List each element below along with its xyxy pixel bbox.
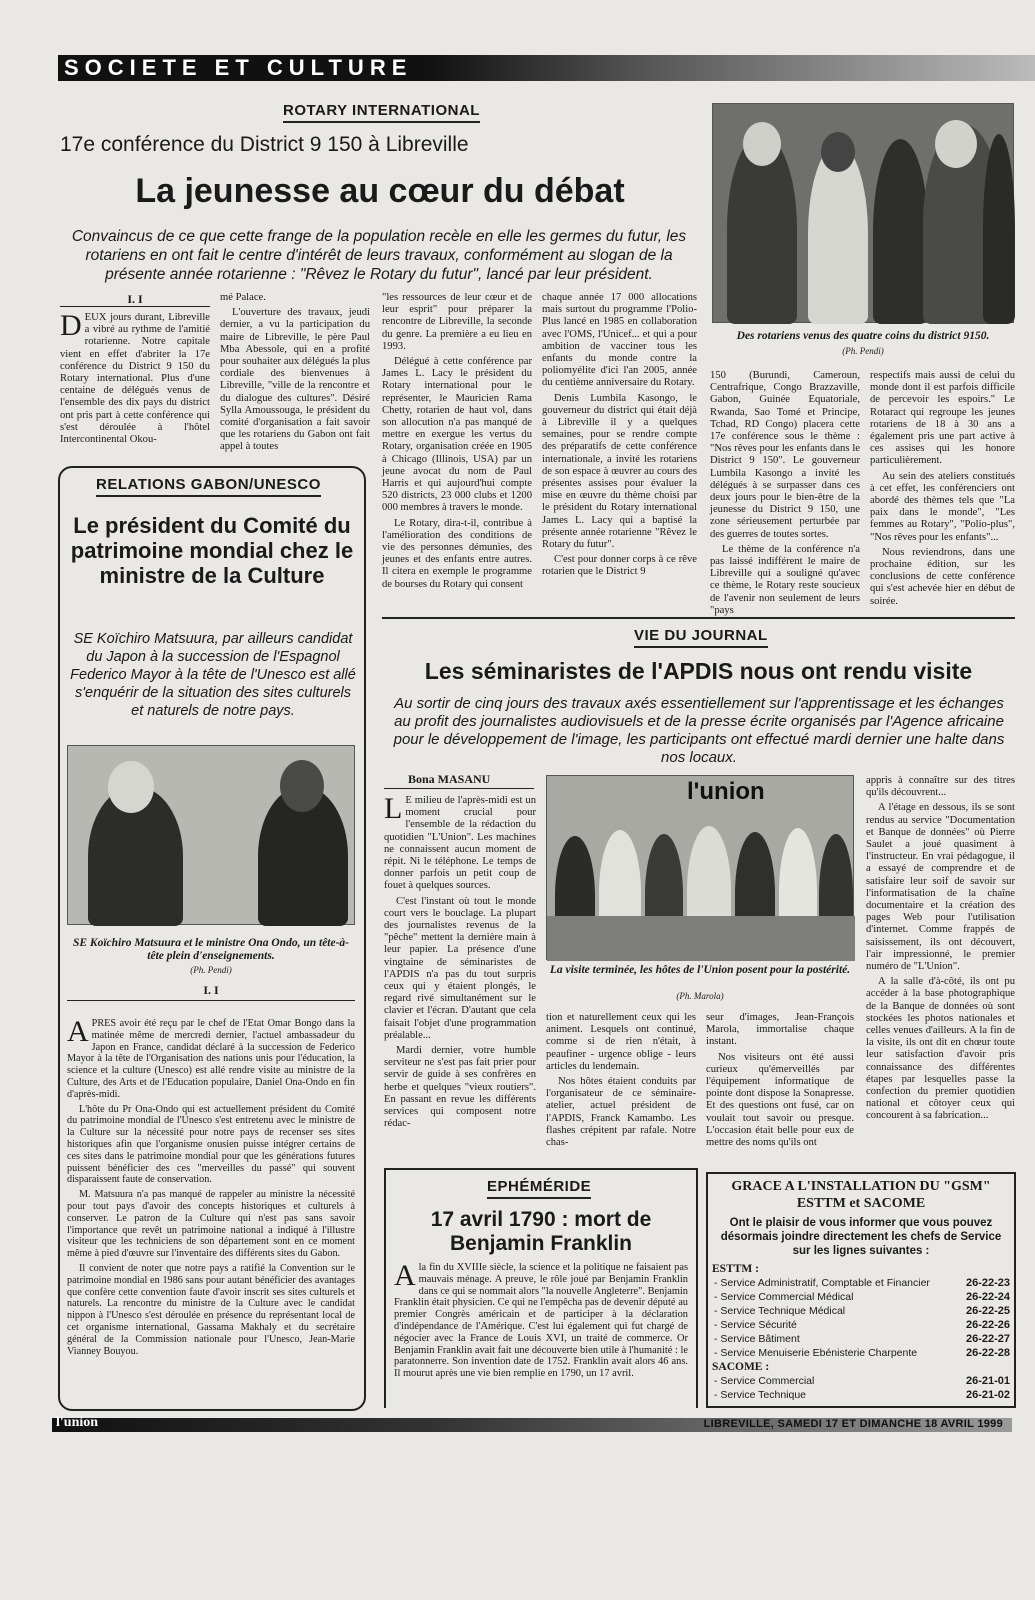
- gsm-group-esttm: [712, 1262, 1012, 1360]
- ephemeride-left-rule: [384, 1168, 386, 1408]
- apdis-byline-rule: [384, 788, 534, 789]
- paragraph: L'ouverture des travaux, jeudi dernier, a vu la participation du maire de Libreville, le père Paul Mba Abessole, qui en a profité pour souhaiter aux délégués la plus cordiale des bienvenues à Libreville, "ville de la rencontre et du dialogue des cultures". Désiré Sylla Amoussouga, le président du comité d'organisation a fait savoir que les rotariens du Gabon ont fait appel à toutes: [220, 307, 370, 453]
- unesco-byline: I. I: [203, 983, 219, 997]
- gsm-row: [712, 1276, 1012, 1290]
- rotary-column-1: [60, 309, 210, 460]
- paragraph: Nous reviendrons, dans une prochaine édition, sur les conclusions de cette conférence qui s'est achevée hier en début de soirée.: [870, 546, 1015, 607]
- rotary-photo: [712, 103, 1014, 323]
- apdis-col4-text: appris à connaître sur des titres qu'ils découvrent...: [866, 775, 1015, 799]
- unesco-body: [67, 1015, 355, 1403]
- paragraph: A l'étage en dessous, ils se sont rendus au service "Documentation et Banque de données" où Pierre Saulet a joué quasiment à l'instructeur. En vrai pédagogue, il a essayé de comprendre et de satisfaire leur soif de savoir sur l'informatisation de la chaîne documentaire et la création des pages Web pour l'utilisation d'internet. Comme frappés de saisissement, ils ont découvert, l'air impressionné, le premier numéro de "L'Union".: [866, 802, 1015, 973]
- gsm-service: - Service Bâtiment: [714, 1333, 800, 1345]
- ephemeride-headline: 17 avril 1790 : mort de Benjamin Franklin: [430, 1208, 652, 1255]
- apdis-chapo: Au sortir de cinq jours des travaux axés essentiellement sur l'apprentissage et les échanges au profit des journalistes audiovisuels et de la presse écrite organisés par l'Agence africaine pour le développement de l'image, les participants ont effectué mardi dernier une halte dans nos locaux.: [393, 695, 1005, 766]
- rotary-col6-text: respectifs mais aussi de celui du monde dont il est parfois difficile de percevoir les espoirs." Le Rotaract qui regroupe les jeunes rotariens de 18 à 30 ans a également pris une part active à ces assises qui les honore particulièrement.: [870, 370, 1015, 467]
- apdis-dropcap: L: [384, 792, 403, 825]
- paragraph: L'hôte du Pr Ona-Ondo qui est actuellement président du Comité du patrimoine mondial de l'Unesco s'est entretenu avec le ministre de la Culture sur la nécessité pour notre pays de recenser ses sites historiques afin que l'organisme onusien puisse intégrer certains de ces sites dans le patrimoine mondial pour que les générations futures puissent bénéficier des ces "merveilles du passé" qui souvent disparaissent faute de conservation.: [67, 1103, 355, 1186]
- paragraph: Mardi dernier, votre humble serviteur ne s'est pas fait prier pour servir de guide à ses confrères en herbe et quelques "vieux routiers". En passant en revue les différents services qui composent notre rédac-: [384, 1045, 536, 1130]
- rotary-headline: La jeunesse au cœur du débat: [135, 172, 625, 210]
- footer-dateline: LIBREVILLE, SAMEDI 17 ET DIMANCHE 18 AVRIL 1999: [703, 1418, 1003, 1430]
- footer-masthead: l'union: [56, 1415, 99, 1430]
- unesco-photo-caption: SE Koïchiro Matsuura et le ministre Ona Ondo, un tête-à-tête plein d'enseignements.: [72, 937, 350, 962]
- apdis-column-3: [706, 1012, 854, 1167]
- gsm-service: - Service Commercial Médical: [714, 1291, 854, 1303]
- rotary-col2-text: mé Palace.: [220, 292, 266, 303]
- paragraph: Nos hôtes étaient conduits par l'organisateur de ce séminaire-atelier, actuel président de l'APDIS, Franck Kamambo. Les flashes crépitent par rafale. Notre chas-: [546, 1076, 696, 1149]
- rotary-column-3: [382, 292, 532, 608]
- rotary-col4-text: chaque année 17 000 allocations mais surtout du programme l'Polio-Plus lancé en 1985 en collaboration avec l'OMS, l'Unicef... et qui a pour ambition de vacciner tous les enfants du monde contre la poliomyélite d'ici l'an 2005, année du centième anniversaire du Rotary.: [542, 292, 697, 389]
- gsm-group-sacome: [712, 1360, 1012, 1402]
- rotary-rubric: ROTARY INTERNATIONAL: [283, 102, 480, 123]
- rotary-col1-text: EUX jours durant, Libreville a vibré au rythme de l'amitié rotarienne. Notre capitale vient en effet d'abriter la 17e conférence du District 9 150 du Rotary international. Plus d'une centaine de délégués venus de l'ensemble des dix pays du district ont pris part à cette conférence qui s'est déroulée à l'hôtel Intercontinental Okou-: [60, 312, 210, 446]
- gsm-number: 26-22-24: [965, 1291, 1010, 1303]
- unesco-rubric: RELATIONS GABON/UNESCO: [96, 476, 321, 497]
- gsm-service: - Service Commercial: [714, 1375, 815, 1387]
- gsm-row: [712, 1290, 1012, 1304]
- ephemeride-rubric: EPHÉMÉRIDE: [487, 1178, 591, 1199]
- paragraph: Au sein des ateliers constitués à cet effet, les conférenciers ont abordé des thèmes tels que "La paix dans le monde", "Les femmes au Rotary", "Polio-plus", "Nos rêves pour les enfants"...: [870, 470, 1015, 543]
- ephemeride-right-rule: [696, 1168, 698, 1408]
- gsm-number: 26-22-27: [965, 1333, 1010, 1345]
- apdis-photo: [546, 775, 854, 960]
- ephemeride-top-rule: [384, 1168, 698, 1170]
- gsm-service: - Service Menuiserie Ebénisterie Charpente: [714, 1347, 918, 1359]
- apdis-column-1: [384, 792, 536, 1167]
- gsm-row: [712, 1388, 1012, 1402]
- gsm-row: [712, 1332, 1012, 1346]
- rotary-photo-caption: Des rotariens venus des quatre coins du district 9150.: [736, 330, 990, 342]
- unesco-photo-credit: (Ph. Pendi): [190, 965, 232, 975]
- rotary-dropcap: D: [60, 309, 82, 342]
- unesco-body-text: PRES avoir été reçu par le chef de l'Etat Omar Bongo dans la matinée même de mercredi dernier, l'actuel ambassadeur du Japon en France, candidat déclaré à la succession de Federico Mayor à la tête de l'Organisation des nations unis pour l'éducation, la science et la culture (Unesco) est allé rendre visite au ministre de la Culture, des Arts et de l'Education populaire, Daniel Ona-Ondo en fin d'après-midi.: [67, 1018, 355, 1100]
- unesco-photo: [67, 745, 355, 925]
- rotary-column-5: [710, 370, 860, 616]
- gsm-intro: Ont le plaisir de vous informer que vous pouvez désormais joindre directement les chefs de Service sur les lignes suivantes :: [720, 1217, 1002, 1257]
- apdis-photo-caption: La visite terminée, les hôtes de l'Union posent pour la postérité.: [549, 964, 851, 976]
- gsm-table-esttm: [712, 1276, 1012, 1360]
- rotary-byline-rule: [60, 306, 210, 307]
- unesco-headline: Le président du Comité du patrimoine mondial chez le ministre de la Culture: [70, 513, 354, 588]
- apdis-col1-text: E milieu de l'après-midi est un moment crucial pour l'ensemble de la rédaction du quotidien "L'Union". Les machines ne connaissent aucun moment de répit. Ni le téléphone. Le temps de donner parfois un petit coup de fouet à quelques sources.: [384, 795, 536, 892]
- paragraph: C'est pour donner corps à ce rêve rotarien que le District 9: [542, 554, 697, 578]
- rotary-chapo: Convaincus de ce que cette frange de la population recèle en elle les germes du futur, les rotariens en ont fait le centre d'intérêt de leurs travaux, conformément au slogan de la présente année rotarienne : "Rêvez le Rotary du futur", lancé par leur président.: [71, 228, 687, 283]
- paragraph: Nos visiteurs ont été aussi curieux qu'émerveillés par l'équipement informatique de pointe dont dispose la Sonapresse. Et des questions ont fusé, car on voulait tout savoir ou presque. L'occasion était belle pour eux de mettre des noms qu'ils ont: [706, 1051, 854, 1149]
- apdis-col3-text: seur d'images, Jean-François Marola, immortalise chaque instant.: [706, 1012, 854, 1048]
- rotary-kicker: 17e conférence du District 9 150 à Libreville: [60, 133, 469, 156]
- rotary-byline: I. I: [127, 292, 143, 306]
- gsm-number: 26-22-25: [965, 1305, 1010, 1317]
- gsm-row: [712, 1304, 1012, 1318]
- gsm-number: 26-22-28: [965, 1347, 1010, 1359]
- paragraph: Il convient de noter que notre pays a ratifié la Convention sur le patrimoine mondial en 1986 sans pour autant bénéficier des avantages que confère cette convention faute d'avoir inscrit ses sites culturels et naturels. La rencontre du ministre de la Culture avec le candidat nippon à l'Unesco s'est déroulée en présence du représentant local de cet organisme international, Gassama Makhaly et du secrétaire général de la Commission nationale pour l'Unesco, Jean-Marie Vianney Bouyou.: [67, 1262, 355, 1357]
- ephemeride-body-text: la fin du XVIIIe siècle, la science et la politique ne faisaient pas mauvais ménage. A preuve, le rôle joué par Benjamin Franklin dans ce qui se nommait alors "la nouvelle Angleterre". Benjamin Franklin était physicien. Ce qui ne l'empêcha pas de devenir député au premier Congrès américain et de participer à la déclaration d'indépendance de l'Amérique. C'est lui également qui fut chargé de négocier avec la France de Louis XVI, un traité de commerce. Or Benjamin Franklin avait fait une découverte bien utile à l'humanité : le paratonnerre. Son invention date de 1752. Franklin avait alors 46 ans. Il mourut après une vie bien remplie en 1790, un 17 avril.: [394, 1262, 689, 1380]
- gsm-number: 26-22-26: [965, 1319, 1010, 1331]
- rotary-column-2: [220, 292, 370, 460]
- section-title: SOCIETE ET CULTURE: [64, 55, 413, 80]
- gsm-row: [712, 1374, 1012, 1388]
- unesco-chapo: SE Koïchiro Matsuura, par ailleurs candidat du Japon à la succession de l'Espagnol Federico Mayor à la tête de l'Unesco est allé s'enquérir de la situation des sites culturels et naturels de notre pays.: [70, 631, 356, 719]
- paragraph: Denis Lumbila Kasongo, le gouverneur du district qui était déjà à Libreville il y a quelques semaines, pour se rendre compte des préparatifs de cette conférence internationale, a invité les rotariens de son espace à œuvrer au cours des présentes assises pour évaluer la mise en œuvre du thème choisi par le président du Rotary international James L. Lacy qui a baptisé la présente année rotarienne "Rêvez le Rotary du futur".: [542, 392, 697, 551]
- apdis-column-2: [546, 1012, 696, 1167]
- paragraph: C'est l'instant où tout le monde court vers le bouclage. La plupart des journalistes revenus de la "pêche" mettent la dernière main à leur papier. La présence d'une vingtaine de séminaristes de l'APDIS n'a pas du tout surpris ceux qui y étaient plongés, le regard rivé simultanément sur le clavier et l'écran. D'autant que cela faisait l'objet d'une programmation préalable...: [384, 895, 536, 1041]
- apdis-byline: Bona MASANU: [408, 772, 491, 786]
- gsm-number: 26-21-02: [965, 1389, 1010, 1401]
- paragraph: Le Rotary, dira-t-il, contribue à l'amélioration des conditions de vie des personnes démunies, des jeunes et des enfants entre autres. Il citera en exemple le programme de bourses du Rotary qui consent: [382, 517, 532, 590]
- gsm-group-name: SACOME :: [712, 1361, 770, 1373]
- gsm-list: [712, 1262, 1012, 1402]
- gsm-title: GRACE A L'INSTALLATION DU "GSM" ESTTM et SACOME: [731, 1179, 991, 1211]
- unesco-dropcap: A: [67, 1015, 89, 1048]
- apdis-rubric: VIE DU JOURNAL: [634, 627, 768, 648]
- gsm-group-name: ESTTM :: [712, 1263, 759, 1275]
- apdis-col2-text: tion et naturellement ceux qui les animent. Lesquels ont continué, comme si de rien n'était, à peaufiner - urgence oblige - leurs articles du lendemain.: [546, 1012, 696, 1072]
- gsm-number: 26-22-23: [965, 1277, 1010, 1289]
- paragraph: M. Matsuura n'a pas manqué de rappeler au ministre la nécessité pour tout pays d'avoir des concepts historiques et culturels à conserver. Le patron de la Culture qui n'est pas sans savoir l'importance que revêt un patrimoine national a indiqué à l'illustre visiteur que les techniciens de son département sont en ce moment même à pied d'œuvre sur l'inventaire des différents sites du Gabon.: [67, 1189, 355, 1260]
- paragraph: Délégué à cette conférence par James L. Lacy le président du Rotary international pour le représenter, le Mauricien Rama Chetty, rotarien de haut vol, dans son allocution n'a pas manqué de mettre en exergue les vertus du Rotary, organisation créée en 1905 à Chicago (Illinois, USA) par un jeune avocat du nom de Paul Harris et qui aujourd'hui compte 520 districts, 23 000 clubs et 1200 000 membres à travers le monde.: [382, 356, 532, 514]
- gsm-service: - Service Technique: [714, 1389, 807, 1401]
- gsm-service: - Service Administratif, Comptable et Financier: [714, 1277, 930, 1289]
- gsm-row: [712, 1346, 1012, 1360]
- ephemeride-body: [394, 1259, 689, 1404]
- unesco-byline-rule: [67, 1000, 355, 1001]
- rotary-col3-text: "les ressources de leur cœur et de leur esprit" pour préparer la rencontre de Libreville, la seconde du genre. La première a eu lieu en 1993.: [382, 292, 532, 352]
- apdis-column-4: [866, 775, 1015, 1167]
- paragraph: Le thème de la conférence n'a pas laissé indifférent le maire de Libreville qui a souligné qu'avec ce thème, le Rotary reste soucieux de l'avenir non seulement de leurs "pays: [710, 543, 860, 616]
- rotary-col5-text: 150 (Burundi, Cameroun, Centrafrique, Congo Brazzaville, Gabon, Guinée Equatoriale, Rwanda, Sao Tomé et Principe, Tchad, RD Congo) placera cette 17e conférence sous le thème : "Nos rêves pour les enfants dans le District 9 150". Le gouverneur Lumbila Kasongo a invité les délégués à se surpasser dans ces deux jours pour le bien-être de la jeunesse du District 9 150, une zone sérieusement perturbée par des guerres de toutes sortes.: [710, 370, 860, 540]
- apdis-top-rule: [382, 617, 1015, 619]
- rotary-column-4: [542, 292, 697, 608]
- apdis-headline: Les séminaristes de l'APDIS nous ont rendu visite: [424, 658, 973, 684]
- apdis-photo-sign: l'union: [687, 778, 765, 805]
- rotary-photo-credit: (Ph. Pendi): [842, 346, 884, 356]
- gsm-row: [712, 1318, 1012, 1332]
- gsm-service: - Service Sécurité: [714, 1319, 797, 1331]
- gsm-service: - Service Technique Médical: [714, 1305, 846, 1317]
- rotary-column-6: [870, 370, 1015, 608]
- gsm-table-sacome: [712, 1374, 1012, 1402]
- ephemeride-dropcap: A: [394, 1259, 416, 1292]
- apdis-photo-credit: (Ph. Marola): [676, 991, 724, 1001]
- gsm-number: 26-21-01: [965, 1375, 1010, 1387]
- paragraph: A la salle d'à-côté, ils ont pu accéder à la base photographique de la Banque de données où sont stockées les photos nationales et celles venues d'ailleurs. A la fin de la visite, ils ont dit en chœur toute leur satisfaction d'avoir pris connaissance des différentes étapes par lesquelles passe la confection du premier quotidien national et côtoyer ceux qui concourent à sa fabrication...: [866, 976, 1015, 1122]
